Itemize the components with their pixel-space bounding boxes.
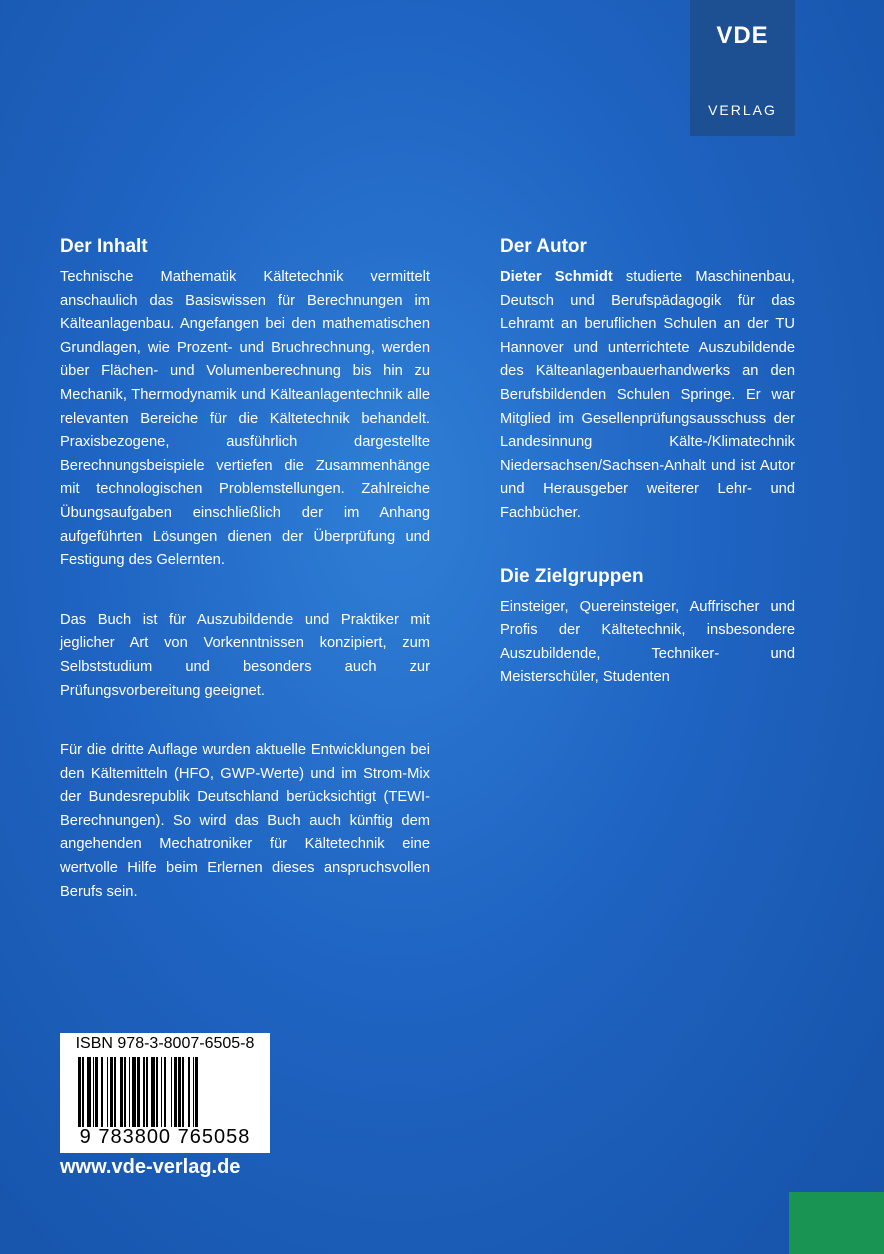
inhalt-section	[60, 236, 430, 904]
logo-brand: VDE	[716, 22, 769, 49]
barcode-bar	[143, 1057, 144, 1127]
barcode-bar	[110, 1057, 113, 1127]
barcode-bar	[188, 1057, 189, 1127]
barcode-bar	[193, 1057, 194, 1127]
barcode-bar	[129, 1057, 130, 1127]
barcode-bar	[132, 1057, 136, 1127]
barcode-bar	[146, 1057, 147, 1127]
barcode-bar	[82, 1057, 83, 1127]
inhalt-title: Der Inhalt	[60, 236, 148, 257]
barcode-bar	[120, 1057, 123, 1127]
autor-name: Dieter Schmidt	[500, 269, 613, 285]
barcode-bar	[124, 1057, 125, 1127]
autor-section	[500, 236, 795, 690]
isbn-label: ISBN 978-3-8007-6505-8	[75, 1035, 255, 1052]
logo-subtitle: VERLAG	[708, 102, 777, 118]
barcode-digits: 9 783800 765058	[79, 1126, 251, 1148]
barcode-bar	[164, 1057, 167, 1127]
inhalt-paragraph-2: Das Buch ist für Auszubildende und Praktiker mit jeglicher Art von Vorkenntnissen konzipiert, zum Selbststudium und besonders auch zur Prüfungsvorbereitung geeignet.	[60, 611, 430, 699]
barcode-bar	[95, 1057, 98, 1127]
barcode-bar	[195, 1057, 198, 1127]
barcode-bar	[174, 1057, 177, 1127]
barcode-bar	[101, 1057, 102, 1127]
barcode-bar	[178, 1057, 181, 1127]
barcode-bar	[107, 1057, 108, 1127]
barcode-bar	[156, 1057, 157, 1127]
barcode-bar	[171, 1057, 172, 1127]
barcode-bar	[87, 1057, 91, 1127]
zielgruppen-title: Die Zielgruppen	[500, 565, 644, 587]
barcode-bar	[78, 1057, 81, 1127]
barcode-bars	[78, 1057, 254, 1127]
vde-logo	[690, 0, 795, 136]
autor-bio: studierte Maschinenbau, Deutsch und Berufspädagogik für das Lehramt an beruflichen Schulen an der TU Hannover und unterrichtete Auszubildende des Kälteanlagenbauerhandwerks an den Berufsbildenden Schulen Springe. Er war Mitglied im Gesellenprüfungsausschuss der Landesinnung Kälte-/Klimatechnik Niedersachsen/Sachsen-Anhalt und ist Autor und Herausgeber weiterer Lehr- und Fachbücher.	[500, 269, 795, 521]
barcode-bar	[114, 1057, 115, 1127]
autor-text	[500, 266, 795, 526]
inhalt-paragraph-1: Technische Mathematik Kältetechnik vermittelt anschaulich das Basiswissen für Berechnungen im Kälteanlagenbau. Angefangen bei den mathematischen Grundlagen, wie Prozent- und Bruchrechnung, werden über Flächen- und Volumenberechnung bis hin zu Mechanik, Thermodynamik und Kälteanlagentechnik alle relevanten Bereiche für die Kältetechnik behandelt. Praxisbezogene, ausführlich dargestellte Berechnungsbeispiele vertiefen die Zusammenhänge mit technologischen Problemstellungen. Zahlreiche Übungsaufgaben einschließlich der im Anhang aufgeführten Lösungen dienen der Überprüfung und Festigung des Gelernten.	[60, 269, 430, 569]
isbn-barcode	[60, 1033, 270, 1153]
barcode-bar	[161, 1057, 162, 1127]
autor-title: Der Autor	[500, 236, 587, 257]
barcode-bar	[137, 1057, 140, 1127]
zielgruppen-text: Einsteiger, Quereinsteiger, Auffrischer und Profis der Kältetechnik, insbesondere Auszubildende, Techniker- und Meisterschüler, Studenten	[500, 598, 795, 686]
inhalt-paragraph-3: Für die dritte Auflage wurden aktuelle Entwicklungen bei den Kältemitteln (HFO, GWP-Werte) und im Strom-Mix der Bundesrepublik Deutschland berücksichtigt (TEWI-Berechnungen). So wird das Buch auch künftig dem angehenden Mechatroniker für Kältetechnik eine wertvolle Hilfe beim Erlernen dieses anspruchsvollen Berufs sein.	[60, 742, 430, 900]
barcode-bar	[93, 1057, 94, 1127]
barcode-bar	[182, 1057, 183, 1127]
barcode-bar	[151, 1057, 155, 1127]
green-corner	[789, 1192, 884, 1254]
website-link[interactable]: www.vde-verlag.de	[60, 1156, 241, 1178]
